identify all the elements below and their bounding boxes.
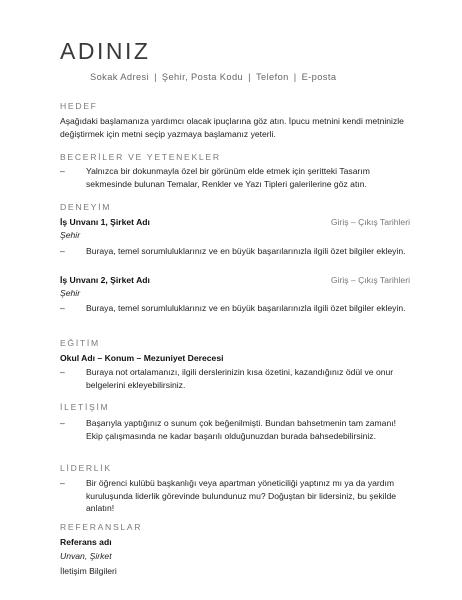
references-heading: REFERANSLAR [60,522,143,532]
job-2-dates[interactable]: Giriş – Çıkış Tarihleri [330,275,410,285]
communication-bullet [60,417,408,442]
job-1-title[interactable]: İş Unvanı 1, Şirket Adı [60,217,150,227]
education-bullet [60,366,408,391]
dash-bullet: – [60,166,65,176]
job-1-bullet-text[interactable]: Buraya, temel sorumluluklarınız ve en büyük başarılarınızla ilgili özet bilgiler ekleyin. [86,246,406,256]
leadership-bullet-text[interactable]: Bir öğrenci kulübü başkanlığı veya apartman yöneticiliği yaptınız mı ya da yardım kuruluşunda liderlik görevinde bulundunuz mu? Doğuştan bir lidersiniz, bu şekilde anlatın! [86,478,397,513]
street-address[interactable]: Sokak Adresi [90,72,150,82]
dash-bullet: – [60,418,65,428]
job-1-dates[interactable]: Giriş – Çıkış Tarihleri [330,217,410,227]
phone[interactable]: Telefon [255,72,289,82]
contact-line [90,72,336,82]
communication-bullet-text[interactable]: Başarıyla yaptığınız o sunum çok beğenilmişti. Bundan bahsetmenin tam zamanı! Ekip çalışmasında ne kadar başarılı olduğunuzdan burada bahsedebilirsiniz. [86,418,397,441]
contact-separator: | [293,72,297,82]
contact-separator: | [154,72,157,82]
reference-contact[interactable]: İletişim Bilgileri [60,566,117,576]
dash-bullet: – [60,246,65,256]
education-bullet-text[interactable]: Buraya not ortalamanızı, ilgili derslerinizin kısa özetini, kazandığınız ödül ve onur belgelerini ekleyebilirsiniz. [86,367,394,390]
dash-bullet: – [60,478,65,488]
skills-bullet-text[interactable]: Yalnızca bir dokunmayla özel bir görünüm elde etmek için şeritteki Tasarım sekmesinde bulunan Temalar, Renkler ve Yazı Tipleri galerilerine göz atın. [86,166,370,189]
resume-name[interactable]: ADINIZ [60,38,151,64]
leadership-heading: LİDERLİK [60,463,112,473]
skills-bullet [60,165,408,190]
contact-separator: | [248,72,251,82]
job-2-bullet-text[interactable]: Buraya, temel sorumluluklarınız ve en büyük başarılarınızla ilgili özet bilgiler ekleyin. [86,303,406,313]
education-school[interactable]: Okul Adı – Konum – Mezuniyet Derecesi [60,353,224,363]
job-2-title[interactable]: İş Unvanı 2, Şirket Adı [60,275,150,285]
objective-text[interactable]: Aşağıdaki başlamanıza yardımcı olacak ipuçlarına göz atın. İpucu metnini kendi metninizle değiştirmek için metni seçip yazmaya başlamanız yeterli. [60,116,404,139]
reference-title[interactable]: Unvan, Şirket [60,551,112,561]
skills-heading: BECERİLER VE YETENEKLER [60,152,221,162]
job-2-bullet [60,302,408,315]
education-heading: EĞİTİM [60,338,100,348]
communication-heading: İLETİŞİM [60,402,110,412]
reference-name[interactable]: Referans adı [60,537,112,547]
dash-bullet: – [60,303,65,313]
email[interactable]: E-posta [301,72,337,82]
city-postal[interactable]: Şehir, Posta Kodu [161,72,244,82]
dash-bullet: – [60,367,65,377]
job-1-city[interactable]: Şehir [60,230,81,240]
job-1-bullet [60,245,408,258]
experience-heading: DENEYİM [60,202,112,212]
objective-heading: HEDEF [60,101,98,111]
leadership-bullet [60,477,408,515]
job-2-city[interactable]: Şehir [60,288,81,298]
